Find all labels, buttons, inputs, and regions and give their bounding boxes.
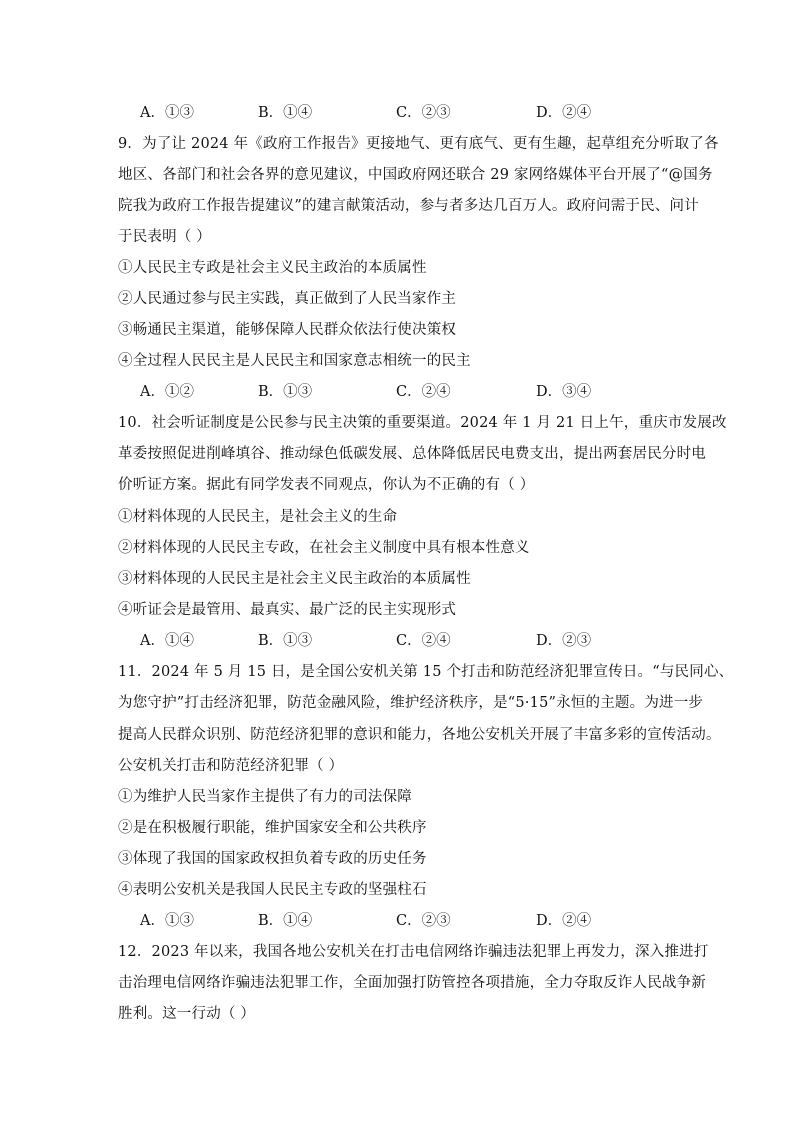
q9-statement-1: ①人民民主专政是社会主义民主政治的本质属性 bbox=[118, 260, 427, 276]
q10-option-a: A．①④ bbox=[140, 633, 194, 649]
q9-option-c: C．②④ bbox=[396, 384, 451, 400]
q11-stem-line: 11．2024 年 5 月 15 日，是全国公安机关第 15 个打击和防范经济犯罪宣传日。“与民同心、 bbox=[118, 664, 734, 680]
q11-option-d: D．②④ bbox=[536, 913, 592, 929]
q10-option-c: C．②④ bbox=[396, 633, 451, 649]
q10-stem-line: 10．社会听证制度是公民参与民主决策的重要渠道。2024 年 1 月 21 日上午，重庆市发展改 bbox=[118, 415, 727, 431]
q9-statement-4: ④全过程人民民主是人民民主和国家意志相统一的民主 bbox=[118, 353, 471, 369]
q10-stem-line: 价听证方案。据此有同学发表不同观点，你认为不正确的有（ ） bbox=[118, 477, 535, 493]
q10-statement-2: ②材料体现的人民民主专政，在社会主义制度中具有根本性意义 bbox=[118, 540, 530, 556]
q8-option-b: B．①④ bbox=[258, 105, 313, 121]
q11-option-c: C．②③ bbox=[396, 913, 451, 929]
q9-stem-line: 院我为政府工作报告提建议”的建言献策活动，参与者多达几百万人。政府问需于民、问计 bbox=[118, 198, 699, 214]
q12-stem-line: 胜利。这一行动（ ） bbox=[118, 1006, 256, 1022]
q11-stem-line: 公安机关打击和防范经济犯罪（ ） bbox=[118, 758, 344, 774]
q9-stem-line: 地区、各部门和社会各界的意见建议，中国政府网还联合 29 家网络媒体平台开展了“@国务 bbox=[118, 167, 713, 183]
q10-options bbox=[140, 630, 700, 652]
q9-options bbox=[140, 381, 700, 403]
q10-statement-4: ④听证会是最管用、最真实、最广泛的民主实现形式 bbox=[118, 602, 457, 618]
q10-statement-1: ①材料体现的人民民主，是社会主义的生命 bbox=[118, 509, 398, 525]
q9-statement-3: ③畅通民主渠道，能够保障人民群众依法行使决策权 bbox=[118, 322, 457, 338]
q11-option-b: B．①④ bbox=[258, 913, 313, 929]
q11-statement-4: ④表明公安机关是我国人民民主专政的坚强柱石 bbox=[118, 882, 427, 898]
q8-options bbox=[140, 102, 700, 124]
q12-stem-line: 12．2023 年以来，我国各地公安机关在打击电信网络诈骗违法犯罪上再发力，深入推进打 bbox=[118, 944, 709, 960]
q11-option-a: A．①③ bbox=[140, 913, 194, 929]
q11-statement-1: ①为维护人民当家作主提供了有力的司法保障 bbox=[118, 789, 412, 805]
q12-stem-line: 击治理电信网络诈骗违法犯罪工作，全面加强打防管控各项措施，全力夺取反诈人民战争新 bbox=[118, 975, 706, 991]
q9-option-a: A．①② bbox=[140, 384, 194, 400]
q11-stem-line: 提高人民群众识别、防范经济犯罪的意识和能力，各地公安机关开展了丰富多彩的宣传活动。 bbox=[118, 727, 721, 743]
q10-stem-line: 革委按照促进削峰填谷、推动绿色低碳发展、总体降低居民电费支出，提出两套居民分时电 bbox=[118, 446, 706, 462]
q9-option-b: B．①③ bbox=[258, 384, 313, 400]
q10-statement-3: ③材料体现的人民民主是社会主义民主政治的本质属性 bbox=[118, 571, 471, 587]
q9-stem-line: 于民表明（ ） bbox=[118, 229, 212, 245]
q10-option-d: D．②③ bbox=[536, 633, 592, 649]
q8-option-a: A．①③ bbox=[140, 105, 194, 121]
q9-statement-2: ②人民通过参与民主实践，真正做到了人民当家作主 bbox=[118, 291, 457, 307]
q11-statement-3: ③体现了我国的国家政权担负着专政的历史任务 bbox=[118, 851, 427, 867]
q11-options bbox=[140, 910, 700, 932]
q8-option-c: C．②③ bbox=[396, 105, 451, 121]
q11-statement-2: ②是在积极履行职能，维护国家安全和公共秩序 bbox=[118, 820, 427, 836]
q11-stem-line: 为您守护”打击经济犯罪，防范金融风险，维护经济秩序，是“5·15”永恒的主题。为进一步 bbox=[118, 695, 704, 711]
q8-option-d: D．②④ bbox=[536, 105, 592, 121]
q9-option-d: D．③④ bbox=[536, 384, 592, 400]
q9-stem-line: 9．为了让 2024 年《政府工作报告》更接地气、更有底气、更有生趣，起草组充分听取了各 bbox=[118, 136, 719, 152]
q10-option-b: B．①③ bbox=[258, 633, 313, 649]
